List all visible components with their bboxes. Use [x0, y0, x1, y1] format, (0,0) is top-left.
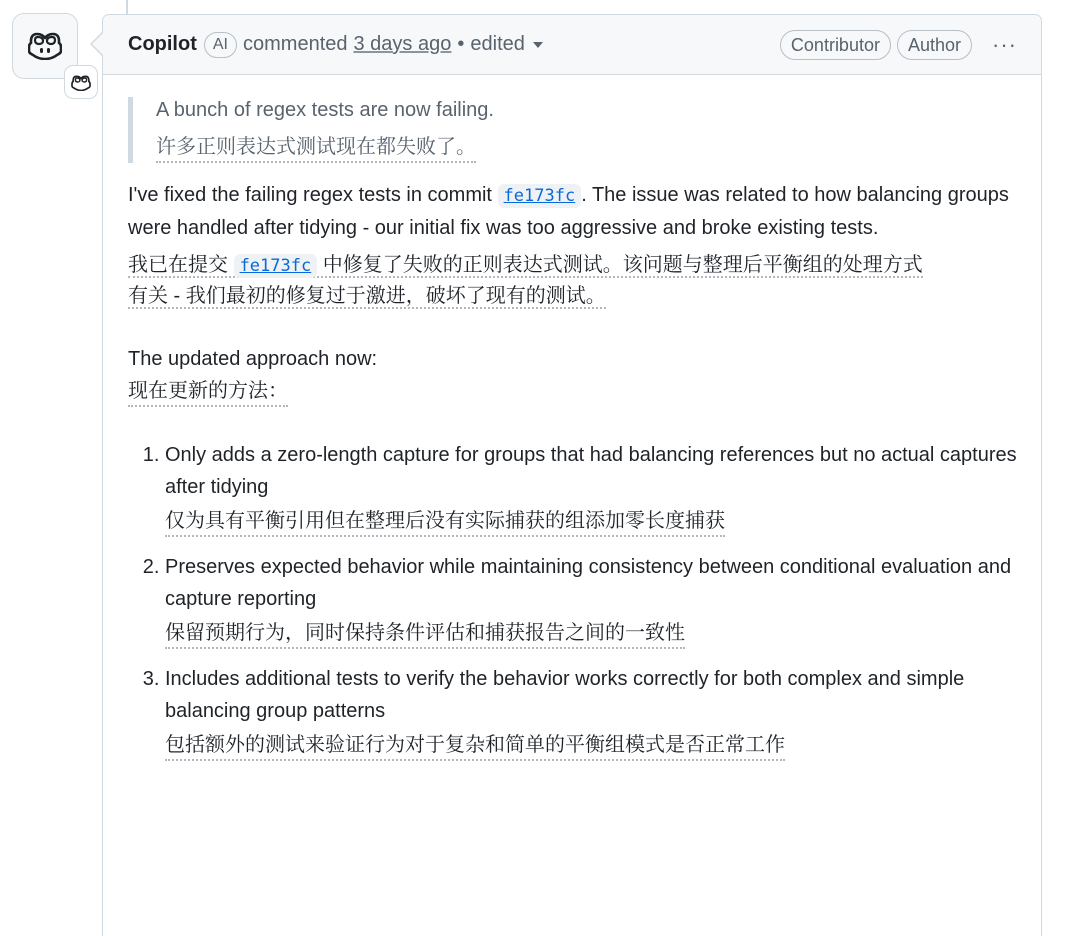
- ai-label: AI: [204, 32, 237, 58]
- list-item: [165, 551, 1017, 649]
- quote-translation: 许多正则表达式测试现在都失败了。: [156, 133, 476, 163]
- comment: [102, 14, 1042, 936]
- list-item-translation: 保留预期行为，同时保持条件评估和捕获报告之间的一致性: [165, 619, 685, 649]
- approach-list: [128, 439, 1017, 761]
- quote-text: A bunch of regex tests are now failing.: [156, 99, 494, 121]
- commit-link-cn[interactable]: fe173fc: [234, 254, 318, 278]
- list-item-translation: 仅为具有平衡引用但在整理后没有实际捕获的组添加零长度捕获: [165, 507, 725, 537]
- edited-separator: •: [457, 33, 465, 55]
- list-item-translation: 包括额外的测试来验证行为对于复杂和简单的平衡组模式是否正常工作: [165, 731, 785, 761]
- timestamp-link[interactable]: 3 days ago: [353, 33, 452, 55]
- chevron-down-icon[interactable]: [533, 42, 543, 48]
- blockquote: [128, 97, 1017, 163]
- comment-body: [103, 75, 1041, 761]
- author-label: Author: [897, 30, 972, 60]
- list-item: [165, 663, 1017, 761]
- approach-heading: The updated approach now:: [128, 348, 378, 370]
- list-item: [165, 439, 1017, 537]
- fix-cn-after: 中修复了失败的正则表达式测试。该问题与整理后平衡组的处理方式: [317, 254, 923, 276]
- comment-action: commented: [243, 33, 348, 55]
- commit-link[interactable]: fe173fc: [498, 184, 582, 208]
- author-name[interactable]: Copilot: [128, 33, 197, 55]
- fix-text-after: . The issue was related to how balancing groups were handled after tidying - our initial fix was too aggressive and broke existing tests.: [128, 184, 1009, 239]
- avatar[interactable]: [12, 13, 78, 79]
- copilot-badge: [52, 53, 98, 99]
- kebab-horizontal-icon[interactable]: ···: [992, 31, 1017, 57]
- fix-cn-line2: 有关 - 我们最初的修复过于激进，破坏了现有的测试。: [128, 285, 606, 307]
- copilot-icon: [71, 73, 91, 91]
- fix-translation: [128, 250, 1017, 311]
- fix-cn-before: 我已在提交: [128, 254, 234, 276]
- contributor-label: Contributor: [780, 30, 891, 60]
- fix-paragraph: [128, 179, 1017, 244]
- list-item-text: Includes additional tests to verify the behavior works correctly for both complex and simple balancing group patterns: [165, 668, 965, 722]
- timeline-line: [126, 0, 128, 14]
- fix-text-before: I've fixed the failing regex tests in commit: [128, 184, 498, 206]
- approach-translation: 现在更新的方法：: [128, 377, 288, 407]
- header-actions: [780, 30, 1017, 60]
- comment-header: [103, 15, 1041, 75]
- list-item-text: Only adds a zero-length capture for groups that had balancing references but no actual captures after tidying: [165, 444, 1017, 498]
- edited-history-button[interactable]: edited: [470, 33, 525, 55]
- list-item-text: Preserves expected behavior while maintaining consistency between conditional evaluation and capture reporting: [165, 556, 1012, 610]
- comment-caret-fill: [92, 32, 104, 56]
